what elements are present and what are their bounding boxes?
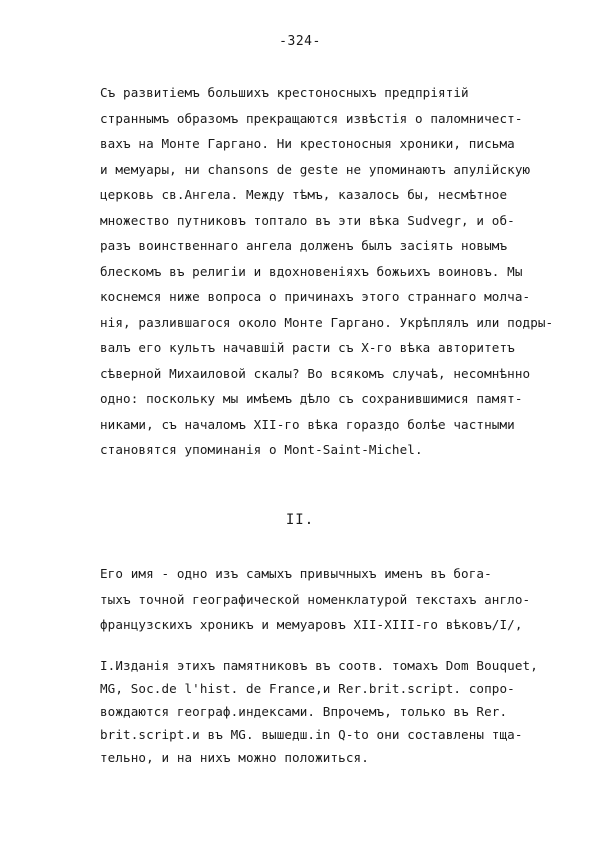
text-line: страннымъ образомъ прекращаются извѣстія о паломничест- [100,110,523,126]
text-line: одно: поскольку мы имѣемъ дѣло съ сохранившимися памят- [100,391,523,406]
footnote-line: brit.script.и въ MG. вышедш.in Q-to они составлены тща- [100,727,523,742]
footnote [100,654,540,769]
text-line: и мемуары, ни chansons de geste не упоминаютъ апулійскую [100,161,531,177]
text-line: множество путниковъ топтало въ эти вѣка Sudvegr, и об- [100,212,515,228]
footnote-line: I.Изданія этихъ памятниковъ въ соотв. томахъ Dom Bouquet, [100,658,538,673]
section-heading: II. [285,512,315,528]
text-line: французскихъ хроникъ и мемуаровъ XII-XIII-го вѣковъ/I/, [100,617,523,632]
text-line: валъ его культъ начавшій расти съ Х-го вѣка авторитетъ [100,340,515,355]
text-line: блескомъ въ религіи и вдохновеніяхъ божьихъ воиновъ. Мы [100,263,523,279]
paragraph-1 [100,80,554,463]
footnote-line: MG, Soc.de l'hist. de France,и Rer.brit.script. сопро- [100,681,515,696]
text-line: нія, разлившагося около Монте Гаргано. Укрѣплялъ или подры- [100,314,554,330]
paragraph-2 [100,561,540,638]
text-line: вахъ на Монте Гаргано. Ни крестоносныя хроники, письма [100,136,515,151]
text-line: коснемся ниже вопроса о причинахъ этого страннаго молча- [100,289,531,304]
text-line: Его имя - одно изъ самыхъ привычныхъ именъ въ бога- [100,566,492,581]
text-line: разъ воинственнаго ангела долженъ былъ засіять новымъ [100,238,508,253]
footnote-line: тельно, и на нихъ можно положиться. [100,750,369,765]
text-line: сѣверной Михаиловой скалы? Во всякомъ случаѣ, несомнѣнно [100,365,531,381]
text-line: Съ развитіемъ большихъ крестоносныхъ предпріятій [100,85,469,100]
text-line: тыхъ точной географической номенклатурой текстахъ англо- [100,591,531,607]
text-line: никами, съ началомъ XII-го вѣка гораздо болѣе частными [100,416,515,432]
footnote-line: вождаются географ.индексами. Впрочемъ, только въ Rer. [100,704,508,719]
text-line: становятся упоминанія о Mont-Saint-Michel. [100,442,423,457]
text-line: церковь св.Ангела. Между тѣмъ, казалось бы, несмѣтное [100,187,508,202]
page-number: -324- [279,34,321,49]
